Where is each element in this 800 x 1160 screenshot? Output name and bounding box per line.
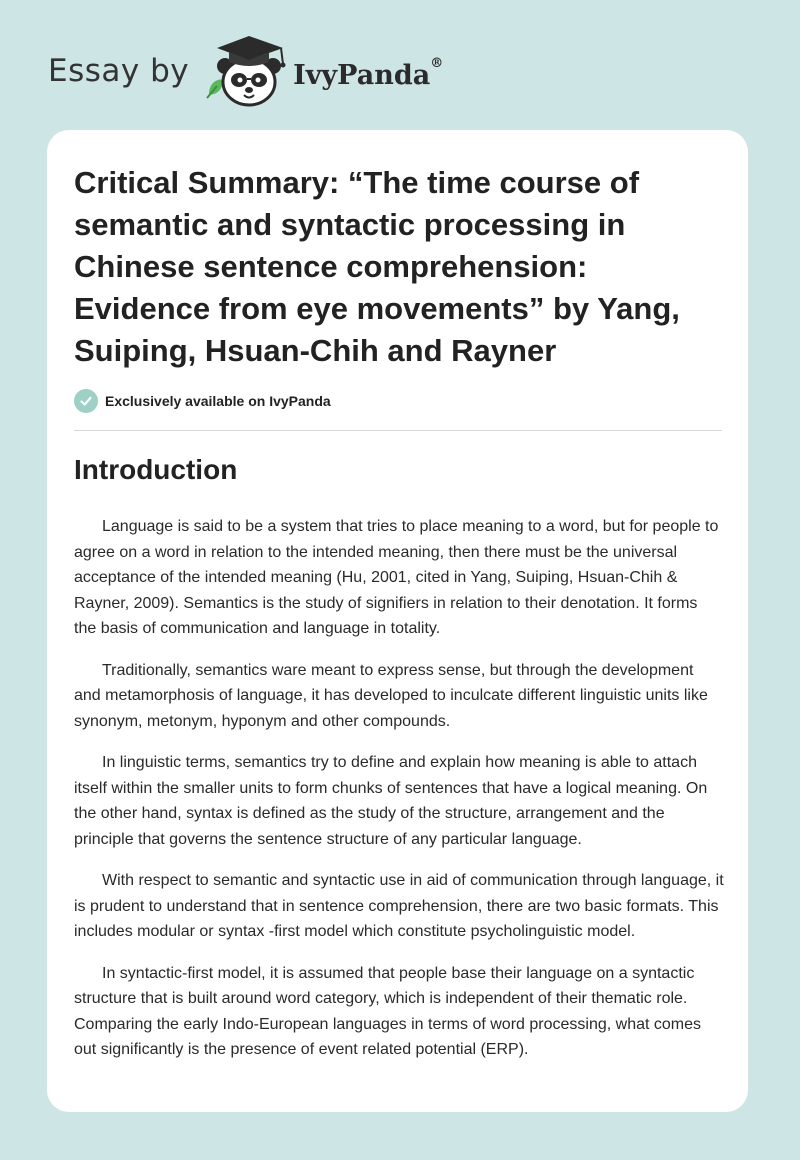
divider xyxy=(74,430,722,431)
site-header xyxy=(48,34,443,108)
page-title: Critical Summary: “The time course of semantic and syntactic processing in Chinese sentence comprehension: Evidence from eye movements” by Yang, Suiping, Hsuan-Chih and Rayner xyxy=(74,165,680,368)
paragraph: In syntactic-first model, it is assumed that people base their language on a syntactic structure that is built around word category, which is independent of their thematic role. Comparing the early Indo-European languages in terms of word processing, what comes out significantly is the presence of event related potential (ERP). xyxy=(74,964,701,1058)
checkmark-icon xyxy=(74,389,98,413)
brand-name[interactable]: IvyPanda® xyxy=(293,55,444,91)
registered-mark: ® xyxy=(430,55,444,71)
essay-card xyxy=(47,130,748,1112)
section-heading: Introduction xyxy=(74,454,238,485)
badge-label: Exclusively available on IvyPanda xyxy=(105,393,331,409)
paragraph: With respect to semantic and syntactic use in aid of communication through language, it is prudent to understand that in sentence comprehension, there are two basic formats. This includes modular or syntax -first model which constitute psycholinguistic model. xyxy=(74,872,724,940)
article-body xyxy=(74,514,724,1079)
paragraph: In linguistic terms, semantics try to define and explain how meaning is able to attach itself within the smaller units to form chunks of sentences that have a logical meaning. On the other hand, syntax is defined as the study of the structure, arrangement and the principle that governs the sentence structure of any particular language. xyxy=(74,754,708,848)
panda-graduate-icon[interactable] xyxy=(203,34,299,108)
paragraph: Language is said to be a system that tries to place meaning to a word, but for people to agree on a word in relation to the intended meaning, then there must be the universal acceptance of the intended meaning (Hu, 2001, cited in Yang, Suiping, Hsuan-Chih & Rayner, 2009). Semantics is the study of signifiers in relation to their denotation. It forms the basis of communication and language in totality. xyxy=(74,518,719,637)
essay-by-label: Essay by xyxy=(48,53,190,89)
exclusive-badge xyxy=(74,389,331,413)
paragraph: Traditionally, semantics ware meant to express sense, but through the development and metamorphosis of language, it has developed to inculcate different linguistic units like synonym, metonym, hyponym and other compounds. xyxy=(74,661,708,730)
